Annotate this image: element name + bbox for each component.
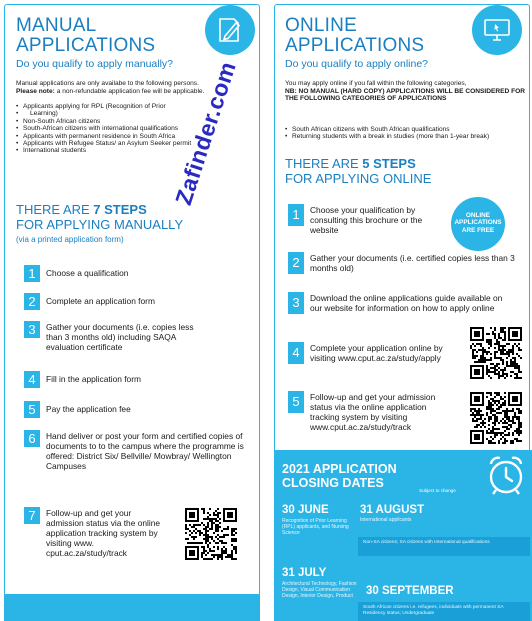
- qr-code-icon[interactable]: [185, 508, 237, 560]
- closing-title-line2: CLOSING DATES: [282, 476, 384, 490]
- list-item: • Applicants with Refugee Status/ an Asylum Seeker permit: [16, 140, 266, 147]
- steps-heading-prefix: THERE ARE: [16, 202, 94, 217]
- manual-title-line2: APPLICATIONS: [16, 35, 156, 56]
- footer-bar: [4, 594, 260, 621]
- list-item: • Non-South African citizens: [16, 118, 266, 125]
- online-title-line1: ONLINE: [285, 15, 357, 36]
- date-heading: 31 JULY: [282, 567, 327, 579]
- step-number: 5: [24, 401, 40, 418]
- step-number: 4: [288, 342, 304, 364]
- date-category-bar: South African citizens i.e. refugees, individuals with permanent SA Residency status; Undergraduate: [358, 602, 530, 621]
- list-item: • International students: [16, 147, 266, 154]
- step-text: Complete an application form: [46, 296, 155, 306]
- steps-heading-prefix: THERE ARE: [285, 156, 363, 171]
- list-item: • South African citizens with South African qualifications: [285, 126, 532, 133]
- step-text: Gather your documents (i.e. copies less than 3 months old) including SAQA evaluation certificate: [46, 322, 194, 352]
- step-text: Pay the application fee: [46, 404, 131, 414]
- manual-title-line1: MANUAL: [16, 15, 97, 36]
- qr-code-icon[interactable]: [470, 327, 522, 379]
- free-badge-line1: ONLINE: [465, 212, 491, 219]
- date-category-bar: Non-SA citizens; SA citizens with International qualifications: [358, 537, 530, 556]
- step-text: Hand deliver or post your form and certified copies of documents to to the campus where the programme is offered: District Six/ Bellville/ Mowbray/ Wellington Campuses: [46, 431, 244, 471]
- manual-steps-heading: [16, 203, 147, 216]
- step-text: Follow-up and get your admission status via the online application tracking system by visiting www. cput.ac.za/study/track: [46, 508, 161, 558]
- pencil-paper-icon: [205, 5, 255, 55]
- step-text: Fill in the application form: [46, 374, 141, 384]
- online-eligibility-list: [285, 126, 532, 141]
- step-number: 3: [24, 321, 40, 338]
- steps-heading-count: 5 STEPS: [362, 156, 416, 171]
- step-number: 1: [288, 204, 304, 226]
- date-description: Architectural Technology, Fashion Design, Visual Communication Design, Interior Design, Product: [282, 581, 357, 599]
- step-text: Complete your application online by visiting www.cput.ac.za/study/apply: [310, 343, 443, 363]
- watermark: Zafinder.com: [170, 58, 241, 209]
- step-number: 7: [24, 507, 40, 524]
- closing-note: Subject to change: [419, 488, 456, 493]
- manual-eligibility-list: [16, 103, 266, 155]
- steps-heading-count: 7 STEPS: [93, 202, 147, 217]
- date-heading: 30 SEPTEMBER: [366, 585, 454, 597]
- free-badge-line2: APPLICATIONS: [454, 219, 502, 227]
- please-note-label: Please note:: [16, 87, 55, 95]
- step-number: 4: [24, 371, 40, 388]
- step-number: 2: [24, 293, 40, 310]
- step-number: 1: [24, 265, 40, 282]
- date-heading: 31 AUGUST: [360, 504, 425, 516]
- online-intro-text: You may apply online if you fall within the following categories,: [285, 80, 467, 87]
- list-item: • Applicants with permanent residence in South Africa: [16, 133, 266, 140]
- online-steps-heading-line2: FOR APPLYING ONLINE: [285, 171, 432, 186]
- online-subtitle: Do you qualify to apply online?: [285, 58, 429, 70]
- online-intro: [285, 80, 530, 103]
- list-item: • South-African citizens with international qualifications: [16, 125, 266, 132]
- free-badge-line3: ARE FREE: [461, 226, 495, 234]
- list-item: • Learning): [16, 110, 266, 117]
- step-text: Download the online applications guide available on our website for information on how to apply online: [310, 293, 503, 313]
- please-note-text: a non-refundable application fee will be applicable.: [54, 87, 205, 95]
- step-text: Choose your qualification by consulting this brochure or the website: [310, 205, 423, 235]
- manual-steps-note: (via a printed application form): [16, 235, 124, 244]
- alarm-clock-icon: [484, 453, 528, 497]
- online-steps-heading: [285, 157, 416, 170]
- step-number: 2: [288, 252, 304, 274]
- qr-code-icon[interactable]: [470, 392, 522, 444]
- date-heading: 30 JUNE: [282, 504, 329, 516]
- closing-title-line1: 2021 APPLICATION: [282, 462, 397, 476]
- closing-dates-panel: [274, 450, 532, 621]
- manual-subtitle: Do you qualify to apply manually?: [16, 58, 174, 70]
- date-description: International applicants: [360, 517, 412, 523]
- list-item: • Applicants applying for RPL (Recognition of Prior: [16, 103, 266, 110]
- online-title-line2: APPLICATIONS: [285, 35, 425, 56]
- step-text: Choose a qualification: [46, 268, 129, 278]
- manual-steps-heading-line2: FOR APPLYING MANUALLY: [16, 217, 184, 232]
- step-number: 6: [24, 430, 40, 447]
- step-number: 3: [288, 292, 304, 314]
- step-number: 5: [288, 391, 304, 413]
- computer-monitor-icon: [472, 5, 522, 55]
- free-applications-badge: [451, 197, 505, 251]
- step-text: Gather your documents (i.e. certified copies less than 3 months old): [310, 253, 515, 273]
- list-item: • Returning students with a break in studies (more than 1-year break): [285, 133, 532, 140]
- step-text: Follow-up and get your admission status via the online application tracking system by visiting www.cput.ac.za/study/track: [310, 392, 436, 432]
- manual-intro-text: Manual applications are only availabe to the following persons.: [16, 80, 199, 87]
- online-nb-text: NB: NO MANUAL (HARD COPY) APPLICATIONS WILL BE CONSIDERED FOR THE FOLLOWING CATEGORIES OF APPLICATIONS: [285, 87, 526, 103]
- date-description: Recognition of Prior Learning (RPL) applicants, and Nursing Science: [282, 518, 349, 536]
